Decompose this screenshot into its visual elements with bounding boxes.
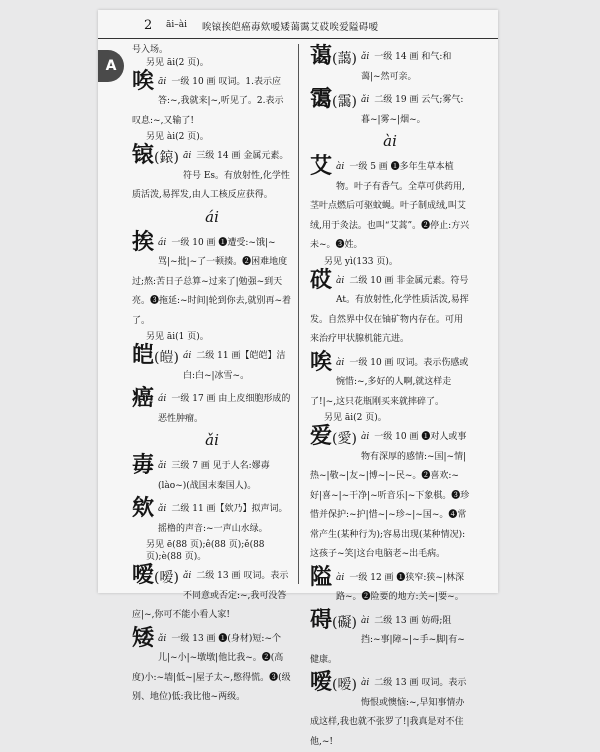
cross-reference: 另见 yì(133 页)。 [324,256,398,267]
definition: 一级 5 画 ❶多年生草本植物。叶子有香气。全草可供药用,茎叶点燃后可驱蚊蝇。叶子制成绒,叫艾绒,用于灸法。也叫“艾蒿”。❷停止:方兴未~。❸姓。 [310,162,470,250]
headword: 嗳(嗳) [132,562,179,588]
dictionary-entry [132,143,292,202]
definition: 一级 10 画 ❶对人或事物有深厚的感情:~国|~情|热~|敬~|友~|博~|~民~。❷喜欢:~好|喜~|~干净|~听音乐|~下象棋。❸珍惜并保护:~护|惜~|~珍~|~国~。❹常常产生(某种行为);容易出现(某种情况):这孩子~笑|这台电脑老~出毛病。 [310,432,470,559]
headword: 霭(靄) [310,86,357,112]
headword: 碍(礙) [310,606,357,633]
headword: 唉 [310,348,333,375]
headword: 爱(愛) [310,423,357,449]
definition: 二级 13 画 叹词。表示悔恨或懊恼:~,早知事情办成这样,我也就不张罗了!|我真是对不住他,~! [310,678,467,747]
cross-reference: 另见 ē(88 页);ê(88 页);ě(88 页);è(88 页)。 [146,540,265,562]
thumb-index-tab: A [98,50,124,82]
pinyin: āi [182,151,192,161]
definition: 一级 10 画 ❶遭受:~饿|~骂|~批|~了一顿揍。❷困难地度过;熬:苦日子总算~过来了|勉强~到天亮。❸拖延:~时间|轮到你去,就别再~着了。 [132,237,292,326]
running-head-characters: 唉锿挨皑癌毐欸嗳矮蔼霭艾砹唉爱隘碍嗳 [202,22,379,33]
headword: 矮 [132,624,155,651]
definition: 二级 11 画【皑皑】洁白:白~|冰雪~。 [182,351,286,381]
headword: 艾 [310,153,333,179]
definition: 一级 14 画 和气:和蔼|~然可亲。 [360,52,452,82]
headword: 唉 [132,67,155,94]
pinyin: ài [336,275,345,286]
dictionary-entry [310,565,470,604]
definition: 二级 11 画【欸乃】拟声词。摇橹的声音:~一声山水绿。 [158,504,288,534]
pinyin: ǎi [158,504,167,514]
headword: 砹 [310,266,333,293]
continued-text: 号入场。 [132,45,169,55]
dictionary-entry [310,44,470,83]
pinyin: ǎi [360,95,370,105]
definition: 一级 10 画 叹词。1.表示应答:~,我就来|~,听见了。2.表示叹息:~,又输了! [132,76,284,126]
pinyin: ǎi [182,571,192,581]
syllable-heading: ǎi [205,431,219,449]
pinyin: āi [158,76,167,87]
dictionary-entry [132,563,292,622]
headword: 嗳(嗳) [310,669,357,695]
definition: 三级 14 画 金属元素。符号 Es。有放射性,化学性质活泼,易挥发,由人工核反应获得。 [132,151,290,200]
dictionary-entry [132,230,292,328]
headword: 挨 [132,228,155,255]
dictionary-entry [310,608,470,667]
pinyin: ài [360,432,370,442]
definition: 二级 13 画 叹词。表示不同意或否定:~,我可没答应|~,你可不能小看人家! [132,571,289,620]
dictionary-entry [310,670,470,748]
headword: 欸 [132,495,155,521]
headword: 锿(鎄) [132,142,179,168]
pinyin: ǎi [360,52,370,62]
pinyin: ài [336,357,345,368]
dictionary-entry [310,87,470,126]
dictionary-entry [132,69,292,128]
definition: 二级 10 画 非金属元素。符号 At。有放射性,化学性质活泼,易挥发。自然界中仅在铀矿物内存在。可用来治疗甲状腺机能亢进。 [310,275,469,344]
definition: 三级 7 画 见于人名:嫪毐(lào~)(战国末秦国人)。 [158,461,270,491]
pinyin: ǎi [158,461,167,471]
cross-reference: 另见 āi(2 页)。 [146,57,209,68]
dictionary-entry [310,350,470,409]
running-header [98,10,498,39]
dictionary-entry [132,453,292,492]
dictionary-entry [132,496,292,535]
dictionary-entry [310,268,470,346]
dictionary-entry [132,386,292,425]
headword: 毐 [132,452,155,478]
pinyin: ái [158,237,167,248]
cross-reference: 另见 āi(1 页)。 [146,332,209,342]
page-number: 2 [144,18,153,33]
dictionary-entry [132,626,292,704]
dictionary-entry [132,343,292,382]
definition: 一级 10 画 叹词。表示伤感或惋惜:~,多好的人啊,就这样走了!|~,这只花瓶刚买来就摔碎了。 [310,357,469,407]
pinyin: ǎi [158,633,167,644]
left-column [132,44,292,708]
definition: 一级 13 画 ❶(身材)短:~个儿|~小|~墩墩|他比我~。❷(高度)小:~墙|低~|屋子太~,憋得慌。❸(级别、地位)低:我比他~两级。 [132,633,291,702]
pinyin-range: āi–ài [166,20,187,30]
definition: 一级 12 画 ❶狭窄:狭~|林深路~。❷险要的地方:关~|要~。 [336,572,465,602]
definition: 二级 19 画 云气;雾气:暮~|雾~|烟~。 [360,95,464,125]
headword: 皑(皚) [132,342,179,368]
pinyin: ài [336,162,345,172]
cross-reference: 另见 ài(2 页)。 [146,132,209,142]
cross-reference: 另见 āi(2 页)。 [324,413,387,423]
headword: 隘 [310,563,333,590]
syllable-heading: ái [205,207,219,226]
right-column [310,44,470,752]
dictionary-entry [310,154,470,252]
definition: 一级 17 画 由上皮细胞形成的恶性肿瘤。 [158,394,291,424]
pinyin: ài [336,572,345,583]
dictionary-page [98,10,498,747]
headword: 蔼(藹) [310,43,357,69]
headword: 癌 [132,385,155,411]
column-divider [298,44,299,584]
syllable-heading: ài [383,132,397,150]
definition: 二级 13 画 妨碍;阻挡:~事|障~|~手~脚|有~健康。 [310,615,465,665]
pinyin: ài [360,615,370,626]
dictionary-entry [310,424,470,561]
pinyin: ái [182,351,192,361]
pinyin: ái [158,394,167,404]
pinyin: ài [360,678,370,688]
